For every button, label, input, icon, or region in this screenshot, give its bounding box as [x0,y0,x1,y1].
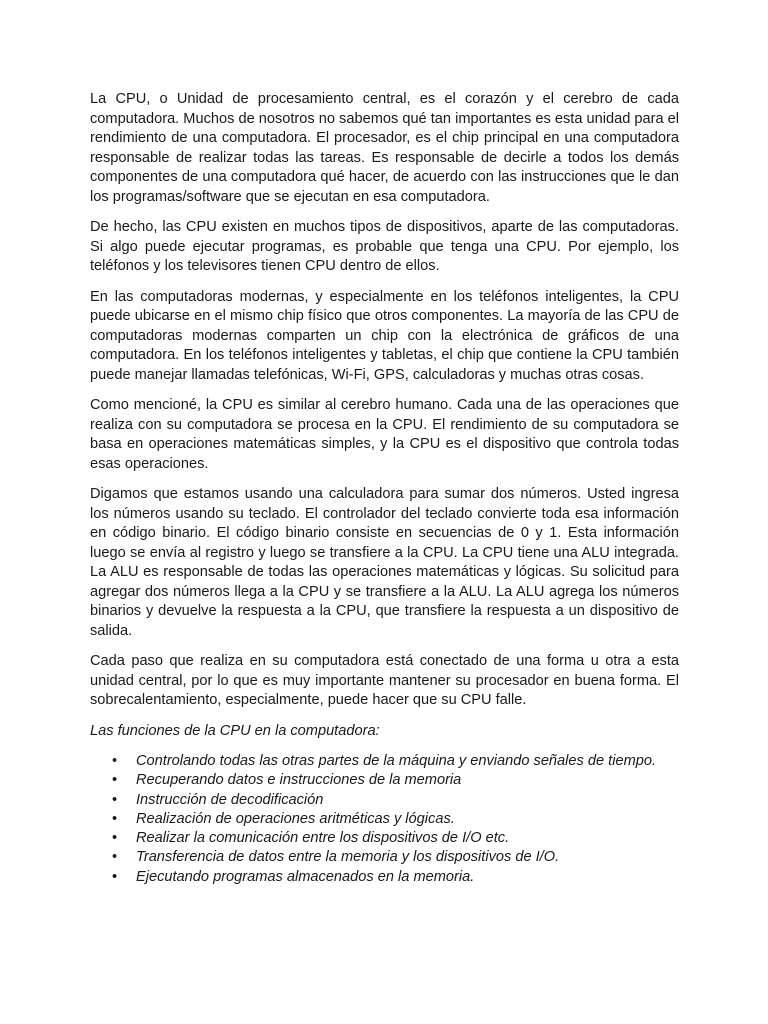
list-item [90,810,679,829]
list-item [90,848,679,867]
list-item-text: Ejecutando programas almacenados en la memoria. [136,868,475,885]
list-item-text: Realizar la comunicación entre los dispositivos de I/O etc. [136,830,510,847]
bullet-icon: • [112,868,118,885]
bullet-icon: • [112,791,118,808]
paragraph-cpu-definition: La CPU, o Unidad de procesamiento central, es el corazón y el cerebro de cada computadora. Muchos de nosotros no sabemos qué tan importantes es esta unidad para el rendimiento de una computadora. El procesador, es el chip principal en una computadora responsable de realizar todas las tareas. Es responsable de decirle a todos los demás componentes de una computadora qué hacer, de acuerdo con las instrucciones que le dan los programas/software que se ejecutan en esa computadora. [90,91,679,205]
bullet-icon: • [112,849,118,866]
list-item-text: Instrucción de decodificación [136,791,324,808]
list-item-text: Controlando todas las otras partes de la máquina y enviando señales de tiempo. [136,753,657,769]
document-page [90,90,679,887]
list-item-text: Realización de operaciones aritméticas y lógicas. [136,810,455,827]
list-item-text: Transferencia de datos entre la memoria y los dispositivos de I/O. [136,849,560,866]
paragraph-cpu-devices: De hecho, las CPU existen en muchos tipos de dispositivos, aparte de las computadoras. Si algo puede ejecutar programas, es probable que tenga una CPU. Por ejemplo, los teléfonos y los televisores tienen CPU dentro de ellos. [90,219,679,274]
paragraph-calculator-example: Digamos que estamos usando una calculadora para sumar dos números. Usted ingresa los números usando su teclado. El controlador del teclado convierte toda esa información en código binario. El código binario consiste en secuencias de 0 y 1. Esta información luego se envía al registro y luego se transfiere a la CPU. La CPU tiene una ALU integrada. La ALU es responsable de todas las operaciones matemáticas y lógicas. Su solicitud para agregar dos números llega a la CPU y se transfiere a la ALU. La ALU agrega los números binarios y devuelve la respuesta a la CPU, que transfiere la respuesta a un dispositivo de salida. [90,486,679,639]
list-item-text: Recuperando datos e instrucciones de la memoria [136,772,462,789]
list-item [90,868,679,887]
functions-heading: Las funciones de la CPU en la computadora: [90,722,380,739]
bullet-icon: • [112,810,118,827]
bullet-icon: • [112,772,118,789]
paragraph-central-unit: Cada paso que realiza en su computadora está conectado de una forma u otra a esta unidad central, por lo que es muy importante mantener su procesador en buena forma. El sobrecalentamiento, especialmente, puede hacer que su CPU falle. [90,653,679,708]
bullet-icon: • [112,830,118,847]
list-item [90,791,679,810]
list-item [90,752,679,771]
bullet-icon: • [112,753,118,769]
list-item [90,771,679,790]
paragraph-modern-computers: En las computadoras modernas, y especialmente en los teléfonos inteligentes, la CPU puede ubicarse en el mismo chip físico que otros componentes. La mayoría de las CPU de computadoras modernas comparten un chip con la electrónica de gráficos de una computadora. En los teléfonos inteligentes y tabletas, el chip que contiene la CPU también puede manejar llamadas telefónicas, Wi-Fi, GPS, calculadoras y muchas otras cosas. [90,288,679,383]
functions-list [90,752,679,887]
list-item [90,829,679,848]
paragraph-human-brain: Como mencioné, la CPU es similar al cerebro humano. Cada una de las operaciones que realiza con su computadora se procesa en la CPU. El rendimiento de su computadora se basa en operaciones matemáticas simples, y la CPU es el dispositivo que controla todas esas operaciones. [90,397,679,472]
